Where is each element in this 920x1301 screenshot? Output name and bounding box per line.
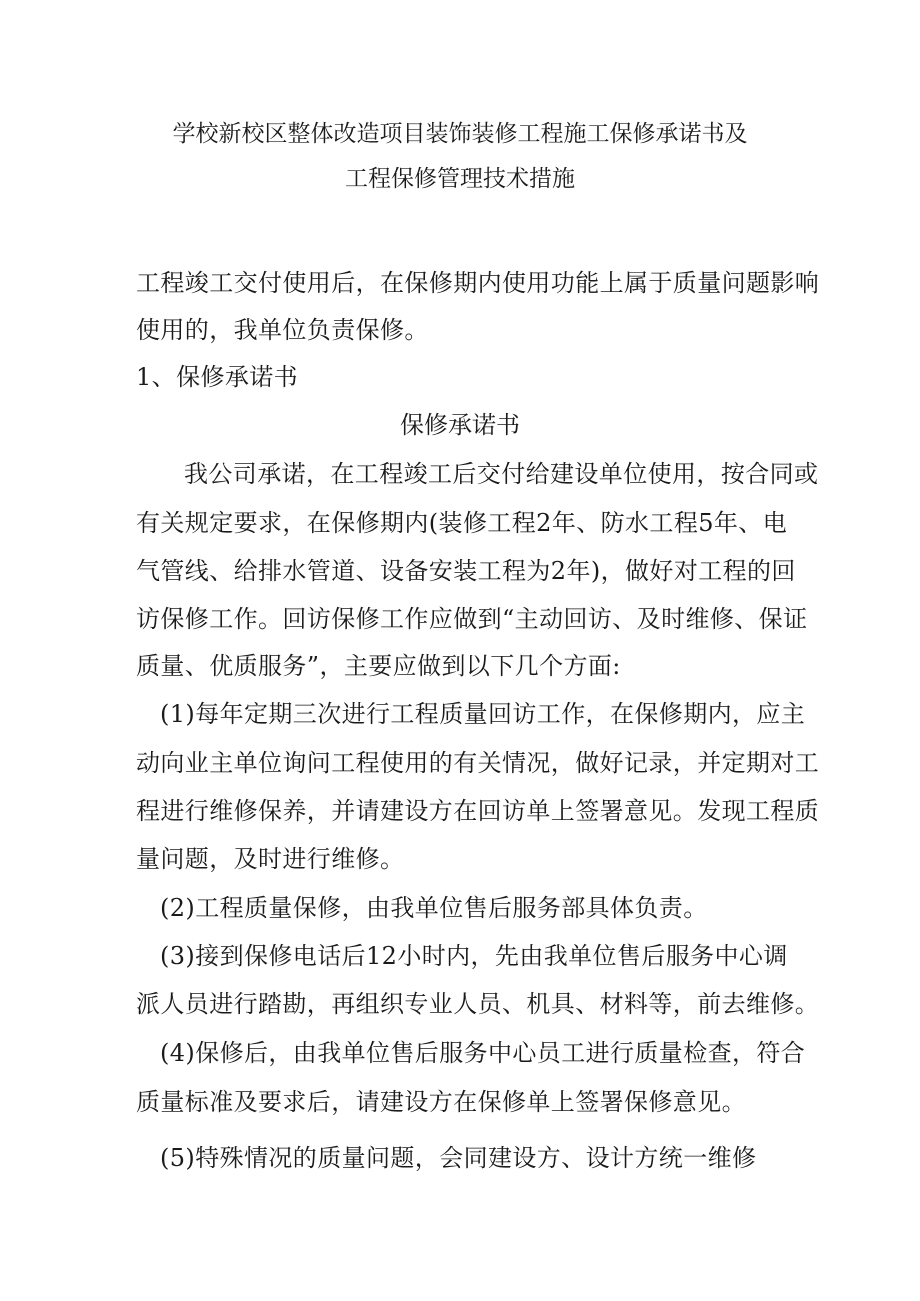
item3-line-1: (3)接到保修电话后12小时内，先由我单位售后服务中心调 xyxy=(160,942,788,970)
para1-line-5: 质量、优质服务”，主要应做到以下几个方面: xyxy=(136,652,621,680)
item4-line-2: 质量标准及要求后，请建设方在保修单上签署保修意见。 xyxy=(136,1088,746,1116)
item5-line: (5)特殊情况的质量问题，会同建设方、设计方统一维修 xyxy=(160,1144,757,1172)
section-1-heading: 1、保修承诺书 xyxy=(136,363,299,391)
document-title-line-1: 学校新校区整体改造项目装饰装修工程施工保修承诺书及 xyxy=(172,121,748,147)
item3-line-2: 派人员进行踏勘，再组织专业人员、机具、材料等，前去维修。 xyxy=(136,990,820,1018)
intro-line-1: 工程竣工交付使用后，在保修期内使用功能上属于质量问题影响 xyxy=(136,269,820,297)
para1-line-4: 访保修工作。回访保修工作应做到“主动回访、及时维修、保证 xyxy=(136,605,808,633)
item2-line: (2)工程质量保修，由我单位售后服务部具体负责。 xyxy=(160,894,708,922)
document-title-line-2: 工程保修管理技术措施 xyxy=(345,166,575,192)
item1-line-4: 量问题，及时进行维修。 xyxy=(136,845,405,873)
promise-title: 保修承诺书 xyxy=(400,411,520,439)
para1-line-2: 有关规定要求，在保修期内(装修工程2年、防水工程5年、电 xyxy=(136,509,788,537)
item1-line-1: (1)每年定期三次进行工程质量回访工作，在保修期内，应主 xyxy=(160,700,806,728)
item4-line-1: (4)保修后，由我单位售后服务中心员工进行质量检查，符合 xyxy=(160,1039,806,1067)
item1-line-3: 程进行维修保养，并请建设方在回访单上签署意见。发现工程质 xyxy=(136,797,820,825)
intro-line-2: 使用的，我单位负责保修。 xyxy=(136,316,429,344)
item1-line-2: 动向业主单位询问工程使用的有关情况，做好记录，并定期对工 xyxy=(136,749,820,777)
para1-line-1: 我公司承诺，在工程竣工后交付给建设单位使用，按合同或 xyxy=(184,460,819,488)
para1-line-3: 气管线、给排水管道、设备安装工程为2年)，做好对工程的回 xyxy=(136,557,796,585)
